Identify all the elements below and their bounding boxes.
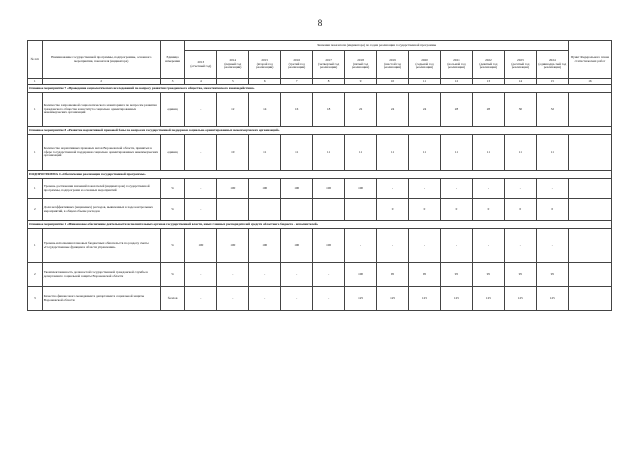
header-year-note: (первый год реализации)	[224, 61, 242, 70]
value-cell: -	[472, 229, 504, 263]
value-cell: -	[377, 229, 409, 263]
table-row	[28, 263, 612, 287]
header-year-note: (отчетный год)	[190, 63, 212, 68]
table-row	[28, 229, 612, 263]
value-cell: 125	[440, 287, 472, 311]
value-cell: -	[472, 179, 504, 199]
value-cell: 11	[345, 135, 377, 171]
header-year-note: (пятый год реализации)	[351, 61, 370, 70]
unit-cell: %	[160, 229, 185, 263]
value-cell: 95	[409, 263, 441, 287]
indicator-name: Количество нормативных правовых актов Воронежской области, принятых в сфере государственной поддержки социально ориентированных некоммерческих организаций	[42, 135, 160, 171]
value-cell: -	[185, 179, 217, 199]
value-cell	[281, 199, 313, 221]
value-cell: -	[409, 229, 441, 263]
column-number: 16	[568, 79, 611, 85]
value-cell: 30	[504, 93, 536, 127]
table-row	[28, 287, 612, 311]
value-cell: -	[185, 199, 217, 221]
page-number: 8	[317, 18, 323, 28]
section-heading: Основное мероприятие 8 «Развитие нормативной правовой базы по вопросам государственной поддержки социально ориентированных некоммерческих организаций»	[28, 127, 612, 135]
header-year-note: (шестой год реализации)	[383, 61, 402, 70]
row-number: 2	[28, 199, 43, 221]
header-year-label: 2016	[293, 57, 300, 62]
value-cell: 0	[536, 199, 568, 221]
unit-cell: %	[160, 199, 185, 221]
section-heading: Основное мероприятие 1 «Финансовое обеспечение деятельности исполнительных органов государственной власти, иных главных распорядителей средств областного бюджета - исполнителей»	[28, 221, 612, 229]
value-cell: 0	[440, 199, 472, 221]
value-cell: 125	[377, 287, 409, 311]
unit-cell: %	[160, 179, 185, 199]
value-cell: 100	[249, 229, 281, 263]
header-year-2017	[313, 51, 345, 79]
value-cell: 100	[217, 229, 249, 263]
column-number: 4	[185, 79, 217, 85]
unit-cell: баллов	[160, 287, 185, 311]
indicator-name: Уровень достижения значений показателей (индикаторов) государственной программы, подпрограмм и основных мероприятий	[42, 179, 160, 199]
header-year-label: 2024	[549, 57, 556, 62]
row-number: 1	[28, 229, 43, 263]
value-cell: 125	[345, 287, 377, 311]
value-cell: -	[281, 263, 313, 287]
value-cell: 28	[472, 93, 504, 127]
header-federal: Пункт Федерального плана статистических работ	[568, 41, 611, 79]
header-year-2016	[281, 51, 313, 79]
header-year-2013	[185, 51, 217, 79]
federal-plan-cell	[568, 179, 611, 199]
section-heading: ПОДПРОГРАММА 4 «Обеспечение реализации государственной программы»	[28, 171, 612, 179]
value-cell: 100	[217, 179, 249, 199]
value-cell: -	[536, 179, 568, 199]
value-cell: 95	[440, 263, 472, 287]
unit-cell: %	[160, 263, 185, 287]
header-year-label: 2014	[229, 57, 237, 62]
column-number: 11	[409, 79, 441, 85]
value-cell: 0	[472, 199, 504, 221]
header-year-2018	[345, 51, 377, 79]
column-number: 6	[249, 79, 281, 85]
value-cell: 11	[313, 135, 345, 171]
header-year-note: (четвертый год реализации)	[318, 61, 340, 70]
header-year-label: 2019	[389, 57, 396, 62]
header-year-label: 2015	[261, 57, 269, 62]
header-year-note: (десятый год реализации)	[511, 61, 530, 70]
column-number: 12	[440, 79, 472, 85]
header-year-note: (девятый год реализации)	[479, 61, 498, 70]
row-number: 1	[28, 179, 43, 199]
value-cell: 24	[377, 93, 409, 127]
table-row	[28, 179, 612, 199]
column-number: 14	[504, 79, 536, 85]
column-number: 8	[313, 79, 345, 85]
indicator-name: Уровень исполнения плановых бюджетных обязательств по разделу сметы «Государственные функции в области управления»	[42, 229, 160, 263]
value-cell: -	[217, 263, 249, 287]
column-number: 1	[28, 79, 43, 85]
column-number: 5	[217, 79, 249, 85]
header-year-note: (одиннадца-тый год реализации)	[538, 61, 567, 70]
value-cell: 95	[504, 263, 536, 287]
header-year-2021	[440, 51, 472, 79]
column-number: 2	[42, 79, 160, 85]
value-cell: 32	[536, 93, 568, 127]
value-cell: -	[536, 229, 568, 263]
header-year-2023	[504, 51, 536, 79]
value-cell: -	[409, 179, 441, 199]
value-cell: -	[313, 263, 345, 287]
header-year-label: 2020	[421, 57, 428, 62]
value-cell: 11	[377, 135, 409, 171]
value-cell	[345, 199, 377, 221]
value-cell: -	[185, 93, 217, 127]
value-cell: -	[217, 287, 249, 311]
header-year-label: 2018	[357, 57, 364, 62]
column-number: 15	[536, 79, 568, 85]
header-year-note: (седьмой год реализации)	[415, 61, 434, 70]
value-cell: 125	[536, 287, 568, 311]
federal-plan-cell	[568, 199, 611, 221]
header-year-label: 2023	[517, 57, 524, 62]
value-cell: -	[504, 179, 536, 199]
row-number: 1	[28, 93, 43, 127]
indicators-table	[27, 40, 612, 311]
value-cell: -	[440, 179, 472, 199]
header-year-label: 2013	[197, 59, 205, 64]
value-cell: -	[185, 287, 217, 311]
header-year-label: 2022	[485, 57, 492, 62]
value-cell: 11	[536, 135, 568, 171]
value-cell: 0	[504, 199, 536, 221]
value-cell: -	[440, 229, 472, 263]
value-cell: 16	[281, 93, 313, 127]
column-number: 7	[281, 79, 313, 85]
value-cell: 95	[377, 263, 409, 287]
value-cell: 28	[440, 93, 472, 127]
column-number: 10	[377, 79, 409, 85]
value-cell: 100	[281, 179, 313, 199]
value-cell: 11	[281, 135, 313, 171]
indicator-name: Доля неэффективных (неценевых) расходов, выявленных в ходе контрольных мероприятий, в общем объеме расходов	[42, 199, 160, 221]
value-cell: 10	[217, 135, 249, 171]
value-cell: 11	[409, 135, 441, 171]
unit-cell: единиц	[160, 93, 185, 127]
value-cell: 0	[377, 199, 409, 221]
federal-plan-cell	[568, 135, 611, 171]
value-cell: 100	[313, 229, 345, 263]
header-year-2019	[377, 51, 409, 79]
table-row	[28, 93, 612, 127]
value-cell: 11	[249, 135, 281, 171]
header-year-2014	[217, 51, 249, 79]
table-row	[28, 199, 612, 221]
column-number: 3	[160, 79, 185, 85]
value-cell: -	[313, 287, 345, 311]
value-cell: 11	[504, 135, 536, 171]
value-cell: -	[249, 263, 281, 287]
indicator-name: Укомплектованность должностей государственной гражданской службы в департаменте социальной защиты Воронежской области	[42, 263, 160, 287]
value-cell: 12	[217, 93, 249, 127]
header-name: Наименование государственной программы, подпрограммы, основного мероприятия, показателя (индикатора)	[42, 41, 160, 79]
header-year-2022	[472, 51, 504, 79]
value-cell: -	[185, 135, 217, 171]
federal-plan-cell	[568, 229, 611, 263]
value-cell: 11	[440, 135, 472, 171]
header-unit: Единица измерения	[160, 41, 185, 79]
value-cell: -	[377, 179, 409, 199]
value-cell: 100	[249, 179, 281, 199]
value-cell: 95	[536, 263, 568, 287]
value-cell	[313, 199, 345, 221]
header-year-2020	[409, 51, 441, 79]
value-cell: -	[281, 287, 313, 311]
header-num: № п/п	[28, 41, 43, 79]
value-cell: 125	[409, 287, 441, 311]
value-cell: 100	[185, 229, 217, 263]
value-cell: 100	[345, 263, 377, 287]
table-row	[28, 135, 612, 171]
value-cell	[249, 199, 281, 221]
indicator-name: Качество финансового менеджмента департамента социальной защиты Воронежской области	[42, 287, 160, 311]
value-cell: -	[249, 287, 281, 311]
row-number: 2	[28, 263, 43, 287]
header-values-group: Значения показателя (индикатора) по годам реализации государственной программы	[185, 41, 569, 51]
value-cell: 24	[409, 93, 441, 127]
value-cell: -	[345, 229, 377, 263]
header-year-2015	[249, 51, 281, 79]
value-cell: 11	[472, 135, 504, 171]
value-cell: 95	[472, 263, 504, 287]
federal-plan-cell	[568, 287, 611, 311]
value-cell: 14	[249, 93, 281, 127]
header-year-note: (восьмой год реализации)	[447, 61, 466, 70]
value-cell: -	[504, 229, 536, 263]
indicator-name: Количество запрошенной социологического мониторинга по вопросам развития гражданского общества и института социально ориентированных некоммерческих организаций	[42, 93, 160, 127]
value-cell: 125	[472, 287, 504, 311]
header-year-note: (третий год реализации)	[288, 61, 306, 70]
header-year-2024	[536, 51, 568, 79]
value-cell: 22	[345, 93, 377, 127]
value-cell: 125	[504, 287, 536, 311]
unit-cell: единиц	[160, 135, 185, 171]
value-cell: 18	[313, 93, 345, 127]
column-number: 9	[345, 79, 377, 85]
value-cell: 100	[281, 229, 313, 263]
header-year-label: 2021	[453, 57, 460, 62]
row-number: 3	[28, 287, 43, 311]
value-cell: -	[185, 263, 217, 287]
federal-plan-cell	[568, 93, 611, 127]
column-number: 13	[472, 79, 504, 85]
value-cell: 0	[409, 199, 441, 221]
value-cell: 100	[313, 179, 345, 199]
value-cell	[217, 199, 249, 221]
value-cell: 100	[345, 179, 377, 199]
header-year-label: 2017	[325, 57, 332, 62]
header-year-note: (второй год реализации)	[256, 61, 274, 70]
section-heading: Основное мероприятие 7 «Проведение социологических исследований по вопросу развития гражданского общества, межэтнического взаимодействия»	[28, 85, 612, 93]
row-number: 1	[28, 135, 43, 171]
federal-plan-cell	[568, 263, 611, 287]
